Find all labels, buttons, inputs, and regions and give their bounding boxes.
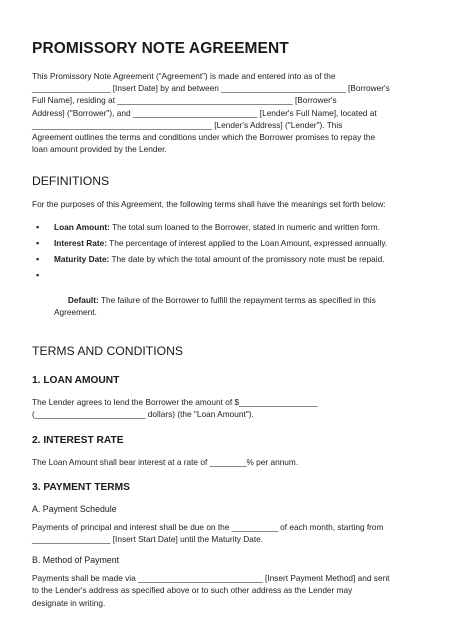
definitions-lead: For the purposes of this Agreement, the following terms shall have the meanings set forth below: bbox=[32, 199, 386, 210]
definitions-heading: DEFINITIONS bbox=[32, 174, 110, 189]
definition-text: The percentage of interest applied to the Loan Amount, expressed annually. bbox=[107, 237, 388, 248]
definition-term: Interest Rate: bbox=[54, 237, 108, 248]
definition-text: The total sum loaned to the Borrower, stated in numeric and written form. bbox=[109, 221, 381, 232]
document-title: PROMISSORY NOTE AGREEMENT bbox=[32, 40, 289, 57]
payment-terms-heading: 3. PAYMENT TERMS bbox=[32, 481, 130, 493]
bullet-icon: ▪ bbox=[36, 221, 40, 232]
definition-text: The date by which the total amount of the promissory note must be repaid. bbox=[109, 254, 385, 265]
loan-amount-text: The Lender agrees to lend the Borrower the amount of $_________________ (________________________ dollars) (the "Loan Amount"). bbox=[32, 397, 318, 420]
payment-method-text: Payments shall be made via ___________________________ [Insert Payment Method] and sent to the Lender's address as specified above or to such other address as the Lender may designate in writing. bbox=[32, 573, 390, 608]
payment-schedule-heading: A. Payment Schedule bbox=[32, 503, 117, 514]
definition-item bbox=[32, 237, 442, 249]
definition-item bbox=[32, 253, 442, 265]
bullet-icon: ▪ bbox=[36, 237, 40, 248]
definition-text: The failure of the Borrower to fulfill the repayment terms as specified in this Agreement. bbox=[54, 294, 376, 317]
payment-schedule-text: Payments of principal and interest shall be due on the __________ of each month, starting from _________________ [Insert Start Date] until the Maturity Date. bbox=[32, 521, 384, 545]
payment-method-heading: B. Method of Payment bbox=[32, 555, 120, 566]
bullet-icon: ▪ bbox=[36, 254, 40, 265]
definitions-list bbox=[32, 221, 442, 331]
interest-rate-text: The Loan Amount shall bear interest at a rate of ________% per annum. bbox=[32, 456, 299, 467]
definition-term: Maturity Date: bbox=[54, 254, 110, 265]
terms-heading: TERMS AND CONDITIONS bbox=[32, 344, 183, 359]
definition-term: Default: bbox=[67, 294, 99, 305]
interest-rate-heading: 2. INTEREST RATE bbox=[32, 434, 124, 446]
definition-item bbox=[32, 269, 442, 330]
bullet-icon: ▪ bbox=[36, 270, 40, 281]
intro-paragraph: This Promissory Note Agreement (“Agreement”) is made and entered into as of the _________________ [Insert Date] by and between ___________________________ [Borrower's Full Name], residing at ______________________________________ [Borrower's Address] ("Borrower"), and ___________________________ [Lender's Full Name], located at _______________________________________ [Lender's Address] ("Lender"). This Agreement outlines the terms and conditions under which the Borrower promises to repay the loan amount provided by the Lender. bbox=[32, 71, 390, 155]
definition-term: Loan Amount: bbox=[54, 221, 110, 232]
loan-amount-heading: 1. LOAN AMOUNT bbox=[32, 375, 120, 387]
definition-item bbox=[32, 221, 442, 233]
